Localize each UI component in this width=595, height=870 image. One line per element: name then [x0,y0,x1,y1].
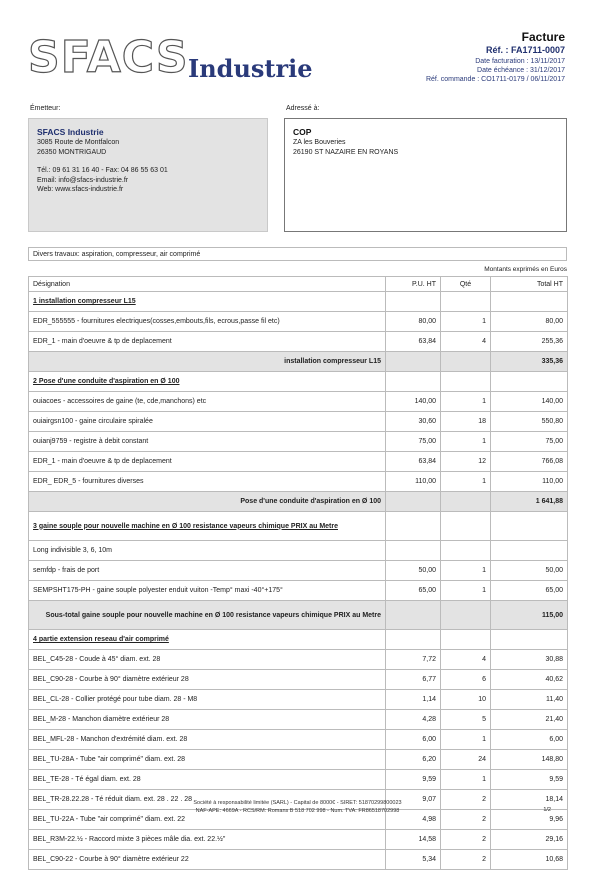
quantity-cell: 6 [441,670,491,690]
quantity-cell: 1 [441,561,491,581]
quantity-cell: 1 [441,392,491,412]
unit-price-cell: 4,98 [386,810,441,830]
section-row [29,630,568,650]
unit-price-cell: 75,00 [386,432,441,452]
footer-line1: Société à responsabilité limitée (SARL) - Capital de 8000€ - SIRET: 51870299800023 [193,800,402,806]
table-row [29,312,568,332]
table-row [29,581,568,601]
total-cell: 148,80 [491,750,568,770]
quantity-cell: 2 [441,790,491,810]
issuer-phone: Tél.: 09 61 31 16 40 - Fax: 04 86 55 63 01 [37,167,168,174]
total-cell: 21,40 [491,710,568,730]
total-cell: 766,08 [491,452,568,472]
table-row [29,850,568,870]
unit-price-cell: 1,14 [386,690,441,710]
quantity-cell [441,372,491,392]
issuer-label: Émetteur: [30,105,61,112]
recipient-box [284,118,567,232]
unit-price-cell: 6,20 [386,750,441,770]
invoice-date: Date facturation : 13/11/2017 [475,58,565,65]
quantity-cell: 5 [441,710,491,730]
quantity-cell: 12 [441,452,491,472]
col-quantity: Qté [441,277,491,292]
col-total: Total HT [491,277,568,292]
logo-main-text: SFACS [28,32,189,83]
table-row [29,432,568,452]
unit-price-cell [386,352,441,372]
designation-cell: BEL_TU-28A - Tube "air comprimé" diam. ext. 28 [29,750,386,770]
designation-cell: ouianj9759 - registre à debit constant [29,432,386,452]
unit-price-cell: 5,34 [386,850,441,870]
table-row [29,670,568,690]
unit-price-cell: 50,00 [386,561,441,581]
col-designation: Désignation [29,277,386,292]
quantity-cell: 10 [441,690,491,710]
issuer-box [28,118,268,232]
table-row [29,412,568,432]
total-cell: 140,00 [491,392,568,412]
unit-price-cell: 63,84 [386,452,441,472]
invoice-subject: Divers travaux: aspiration, compresseur, air comprimé [28,247,567,261]
section-row [29,512,568,541]
unit-price-cell: 6,77 [386,670,441,690]
quantity-cell [441,492,491,512]
designation-cell: BEL_TR-28.22.28 - Té réduit diam. ext. 28 . 22 . 28 [29,790,386,810]
section-row [29,292,568,312]
total-cell: 65,00 [491,581,568,601]
designation-cell: 2 Pose d'une conduite d'aspiration en Ø 100 [29,372,386,392]
total-cell: 335,36 [491,352,568,372]
total-cell: 110,00 [491,472,568,492]
designation-cell: Long indivisible 3, 6, 10m [29,541,386,561]
total-cell: 11,40 [491,690,568,710]
unit-price-cell: 9,59 [386,770,441,790]
total-cell: 550,80 [491,412,568,432]
recipient-name: COP [293,127,312,137]
total-cell: 80,00 [491,312,568,332]
quantity-cell: 2 [441,850,491,870]
unit-price-cell: 140,00 [386,392,441,412]
quantity-cell [441,352,491,372]
recipient-address-line1: ZA les Bouveries [293,139,346,146]
due-date: Date échéance : 31/12/2017 [477,67,565,74]
invoice-reference: Réf. : FA1711-0007 [485,45,565,55]
total-cell: 10,68 [491,850,568,870]
issuer-address-line1: 3085 Route de Montfalcon [37,139,120,146]
unit-price-cell: 63,84 [386,332,441,352]
footer-line2: NAF-APE: 4669A - RCS/RM: Romans B 518 702 998 - Num. TVA: FR86518702998 [195,808,400,814]
total-cell: 6,00 [491,730,568,750]
table-row [29,730,568,750]
designation-cell: BEL_TU-22A - Tube "air comprimé" diam. ext. 22 [29,810,386,830]
unit-price-cell: 30,60 [386,412,441,432]
currency-note: Montants exprimés en Euros [484,266,567,273]
designation-cell: SEMPSHT175-PH - gaine souple polyester enduit vuiton -Temp° maxi -40°+175° [29,581,386,601]
quantity-cell: 4 [441,332,491,352]
unit-price-cell [386,512,441,541]
issuer-address-line2: 26350 MONTRIGAUD [37,148,107,156]
quantity-cell: 1 [441,432,491,452]
table-row [29,452,568,472]
unit-price-cell: 7,72 [386,650,441,670]
total-cell [491,630,568,650]
table-row [29,561,568,581]
recipient-label: Adressé à: [286,105,320,112]
designation-cell: EDR_ EDR_5 - fournitures diverses [29,472,386,492]
quantity-cell: 1 [441,472,491,492]
total-cell: 29,16 [491,830,568,850]
total-cell: 40,62 [491,670,568,690]
designation-cell: BEL_MFL-28 - Manchon d'extrémité diam. ext. 28 [29,730,386,750]
recipient-address-line2: 26190 ST NAZAIRE EN ROYANS [293,148,399,156]
table-row [29,392,568,412]
subtotal-row [29,492,568,512]
total-cell: 18,14 [491,790,568,810]
issuer-email: Email: info@sfacs-industrie.fr [37,176,129,184]
total-cell [491,541,568,561]
unit-price-cell [386,601,441,630]
designation-cell: ouiacoes - accessoires de gaine (te, cde,manchons) etc [29,392,386,412]
order-reference: Réf. commande : CO1711-0179 / 06/11/2017 [425,76,565,83]
designation-cell: 1 installation compresseur L15 [29,292,386,312]
designation-cell: semfdp - frais de port [29,561,386,581]
quantity-cell: 24 [441,750,491,770]
document-title: Facture [521,30,565,44]
unit-price-cell [386,541,441,561]
designation-cell: BEL_C90-22 - Courbe à 90° diamètre extérieur 22 [29,850,386,870]
unit-price-cell: 14,58 [386,830,441,850]
designation-cell: BEL_R3M-22.½ - Raccord mixte 3 pièces mâle dia. ext. 22.½" [29,830,386,850]
quantity-cell [441,292,491,312]
legal-footer [0,799,595,815]
table-row [29,750,568,770]
total-cell: 1 641,88 [491,492,568,512]
quantity-cell: 4 [441,650,491,670]
invoice-header [325,30,565,84]
quantity-cell [441,601,491,630]
designation-cell: EDR_1 - main d'oeuvre & tp de deplacement [29,332,386,352]
unit-price-cell: 80,00 [386,312,441,332]
quantity-cell: 2 [441,830,491,850]
total-cell: 115,00 [491,601,568,630]
quantity-cell [441,630,491,650]
page-number: 1/2 [543,807,551,813]
table-row [29,472,568,492]
unit-price-cell: 9,07 [386,790,441,810]
quantity-cell: 1 [441,581,491,601]
logo-sub-text: Industrie [188,54,313,83]
total-cell: 9,59 [491,770,568,790]
table-row [29,830,568,850]
quantity-cell [441,512,491,541]
invoice-lines-table [28,276,568,870]
issuer-website: Web: www.sfacs-industrie.fr [37,186,124,193]
quantity-cell: 1 [441,730,491,750]
quantity-cell: 2 [441,810,491,830]
designation-cell: ouiairgsn100 - gaine circulaire spiralée [29,412,386,432]
issuer-name: SFACS Industrie [37,127,104,137]
unit-price-cell [386,292,441,312]
subtotal-row [29,352,568,372]
table-row [29,650,568,670]
table-row [29,541,568,561]
designation-cell: Sous-total gaine souple pour nouvelle machine en Ø 100 resistance vapeurs chimique PRIX au Metre [29,601,386,630]
col-unit-price: P.U. HT [386,277,441,292]
table-row [29,332,568,352]
total-cell: 9,96 [491,810,568,830]
designation-cell: BEL_C45-28 - Coude à 45° diam. ext. 28 [29,650,386,670]
unit-price-cell: 65,00 [386,581,441,601]
unit-price-cell: 110,00 [386,472,441,492]
quantity-cell [441,541,491,561]
table-row [29,770,568,790]
designation-cell: EDR_555555 - fournitures electriques(cosses,embouts,fils, ecrous,passe fil etc) [29,312,386,332]
subtotal-row [29,601,568,630]
quantity-cell: 18 [441,412,491,432]
designation-cell: EDR_1 - main d'oeuvre & tp de deplacement [29,452,386,472]
unit-price-cell [386,492,441,512]
total-cell: 255,36 [491,332,568,352]
quantity-cell: 1 [441,312,491,332]
total-cell [491,292,568,312]
table-header-row [29,277,568,292]
unit-price-cell [386,372,441,392]
designation-cell: Pose d'une conduite d'aspiration en Ø 100 [29,492,386,512]
designation-cell: BEL_C90-28 - Courbe à 90° diamètre extérieur 28 [29,670,386,690]
unit-price-cell: 6,00 [386,730,441,750]
designation-cell: installation compresseur L15 [29,352,386,372]
designation-cell: BEL_M-28 - Manchon diamètre extérieur 28 [29,710,386,730]
unit-price-cell [386,630,441,650]
total-cell [491,512,568,541]
company-logo [28,32,328,92]
total-cell: 75,00 [491,432,568,452]
unit-price-cell: 4,28 [386,710,441,730]
total-cell: 50,00 [491,561,568,581]
designation-cell: 3 gaine souple pour nouvelle machine en Ø 100 resistance vapeurs chimique PRIX au Metre [29,512,386,541]
total-cell [491,372,568,392]
designation-cell: 4 partie extension reseau d'air comprimé [29,630,386,650]
table-row [29,710,568,730]
section-row [29,372,568,392]
designation-cell: BEL_TE-28 - Té égal diam. ext. 28 [29,770,386,790]
quantity-cell: 1 [441,770,491,790]
designation-cell: BEL_CL-28 - Collier protégé pour tube diam. 28 - M8 [29,690,386,710]
table-row [29,690,568,710]
total-cell: 30,88 [491,650,568,670]
